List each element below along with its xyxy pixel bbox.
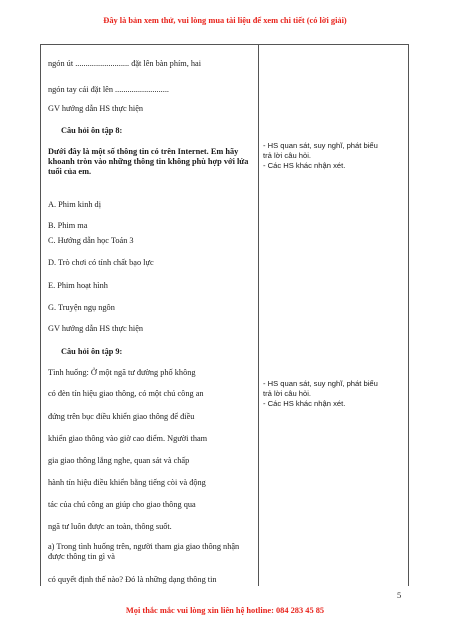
question-9-title: Câu hỏi ôn tập 9:: [61, 347, 123, 356]
page-number: 5: [397, 590, 402, 600]
question-8-title: Câu hỏi ôn tập 8:: [61, 126, 123, 135]
question-8-prompt: Dưới đây là một số thông tin có trên Internet. Em hãy khoanh tròn vào những thông tin không phù hợp với lứa tuổi của em.: [48, 147, 249, 176]
preview-banner: Đây là bản xem thử, vui lòng mua tài liệu để xem chi tiết (có lời giải): [103, 16, 347, 25]
scenario-line-4: khiển giao thông vào giờ cao điểm. Người tham: [48, 434, 208, 443]
option-a: A. Phim kinh dị: [48, 200, 102, 209]
question-9-part-a: a) Trong tình huống trên, người tham gia giao thông nhận được thông tin gì và: [48, 542, 240, 561]
scenario-line-3: đứng trên bục điều khiển giao thông để điều: [48, 412, 195, 421]
teacher-guide-1: GV hướng dẫn HS thực hiện: [48, 104, 144, 113]
activity-2-line-3: - Các HS khác nhận xét.: [263, 399, 346, 408]
activity-2-line-1: - HS quan sát, suy nghĩ, phát biểu: [263, 379, 378, 388]
option-b: B. Phim ma: [48, 221, 88, 230]
scenario-line-5: gia giao thông lắng nghe, quan sát và chấp: [48, 456, 190, 465]
fill-line-1: ngón út .......................... đặt lên bàn phím, hai: [48, 59, 202, 68]
hotline-footer: Mọi thắc mắc vui lòng xin liên hệ hotline: 084 283 45 85: [125, 606, 325, 615]
option-e: E. Phim hoạt hình: [48, 281, 108, 290]
activity-2-line-2: trả lời câu hỏi.: [263, 389, 312, 398]
lesson-table: [40, 44, 409, 586]
column-divider: [258, 45, 259, 586]
activity-1-line-1: - HS quan sát, suy nghĩ, phát biểu: [263, 141, 378, 150]
scenario-line-6: hành tín hiệu điều khiển bằng tiếng còi và động: [48, 478, 206, 487]
option-d: D. Trò chơi có tính chất bạo lực: [48, 258, 154, 267]
scenario-line-7: tác của chú công an giúp cho giao thông qua: [48, 500, 196, 509]
teacher-guide-2: GV hướng dẫn HS thực hiện: [48, 324, 144, 333]
activity-1-line-3: - Các HS khác nhận xét.: [263, 161, 346, 170]
option-g: G. Truyện ngụ ngôn: [48, 303, 115, 312]
option-c: C. Hướng dẫn học Toán 3: [48, 236, 134, 245]
scenario-line-1: Tình huống: Ở một ngã tư đường phố không: [48, 368, 196, 377]
scenario-line-2: có đèn tín hiệu giao thông, có một chú công an: [48, 389, 204, 398]
scenario-line-8: ngã tư luôn được an toàn, thông suốt.: [48, 522, 172, 531]
fill-line-2: ngón tay cái đặt lên ..........................: [48, 85, 169, 94]
activity-1-line-2: trả lời câu hỏi.: [263, 151, 312, 160]
question-9-part-a-cont: có quyết định thế nào? Đó là những dạng thông tin: [48, 575, 217, 584]
